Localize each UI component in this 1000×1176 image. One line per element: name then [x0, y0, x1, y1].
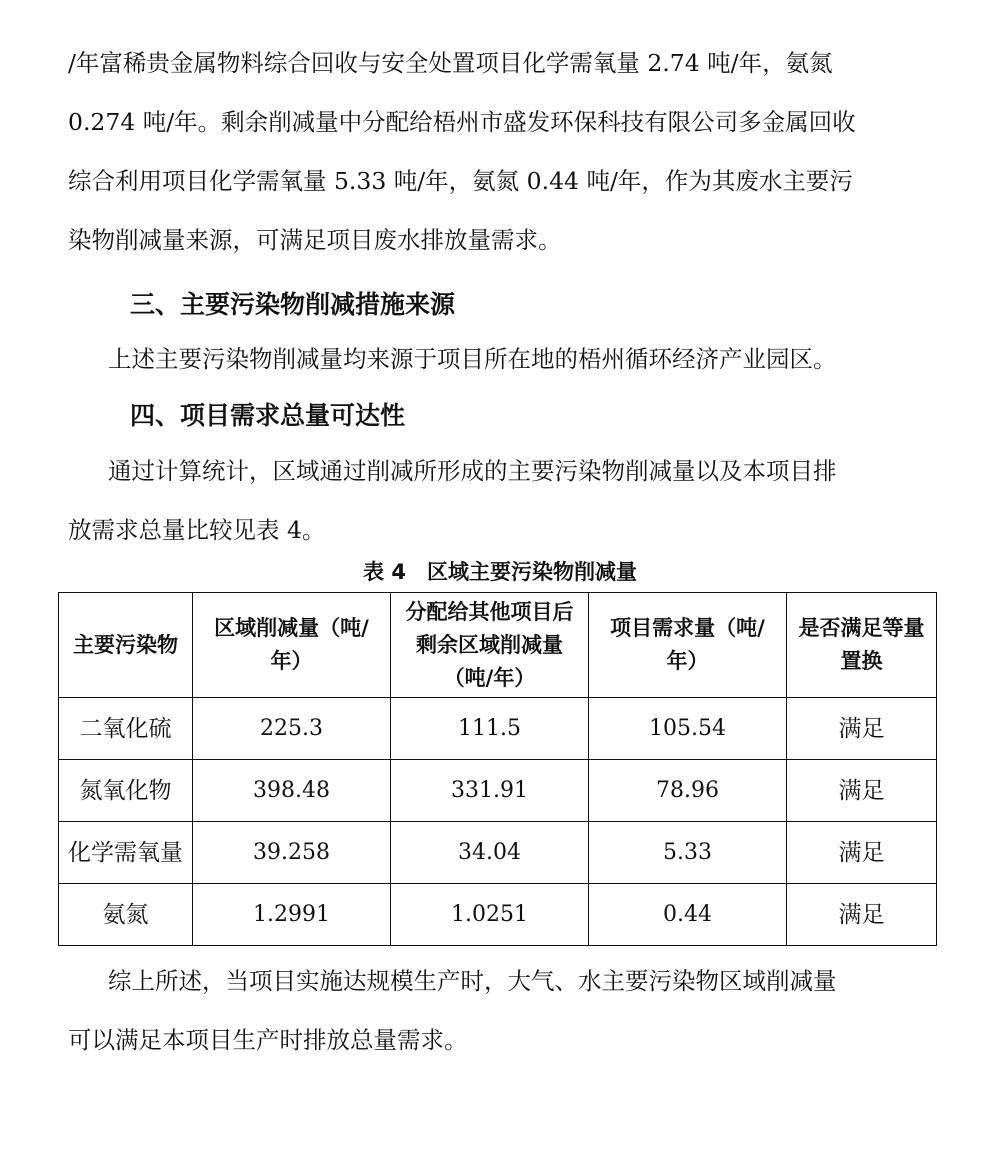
- cell-remaining-reduction: 331.91: [391, 760, 589, 822]
- section3-heading: 三、主要污染物削减措施来源: [130, 290, 456, 319]
- cell-remaining-reduction: 111.5: [391, 698, 589, 760]
- header-pollutant: 主要污染物: [59, 593, 193, 698]
- table-row: [59, 884, 937, 946]
- intro-line: /年富稀贵金属物料综合回收与安全处置项目化学需氧量 2.74 吨/年，氨氮: [68, 49, 833, 77]
- section4-heading: 四、项目需求总量可达性: [130, 401, 406, 430]
- table-row: [59, 822, 937, 884]
- section4-body: [68, 442, 938, 560]
- intro-line: 综合利用项目化学需氧量 5.33 吨/年，氨氮 0.44 吨/年，作为其废水主要污: [68, 167, 853, 195]
- cell-pollutant: 化学需氧量: [59, 822, 193, 884]
- table-header-row: [59, 593, 937, 698]
- section3-body-line: 上述主要污染物削减量均来源于项目所在地的梧州循环经济产业园区。: [108, 345, 837, 373]
- cell-regional-reduction: 398.48: [193, 760, 391, 822]
- table-caption: 表 4 区域主要污染物削减量: [363, 560, 637, 584]
- cell-project-demand: 0.44: [589, 884, 787, 946]
- cell-pollutant: 氮氧化物: [59, 760, 193, 822]
- cell-project-demand: 105.54: [589, 698, 787, 760]
- section3-body: [108, 330, 938, 389]
- intro-line: 0.274 吨/年。剩余削减量中分配给梧州市盛发环保科技有限公司多金属回收: [68, 108, 856, 136]
- conclusion-line: 可以满足本项目生产时排放总量需求。: [68, 1026, 468, 1054]
- header-regional-reduction: 区域削减量（吨/年）: [193, 593, 391, 698]
- table-row: [59, 760, 937, 822]
- section4-body-line: 放需求总量比较见表 4。: [68, 516, 326, 544]
- pollutant-reduction-table: [58, 592, 937, 946]
- cell-regional-reduction: 1.2991: [193, 884, 391, 946]
- cell-remaining-reduction: 1.0251: [391, 884, 589, 946]
- cell-satisfies: 满足: [787, 822, 937, 884]
- cell-regional-reduction: 39.258: [193, 822, 391, 884]
- cell-remaining-reduction: 34.04: [391, 822, 589, 884]
- conclusion-line: 综上所述，当项目实施达规模生产时，大气、水主要污染物区域削减量: [108, 967, 837, 995]
- section4-body-line: 通过计算统计，区域通过削减所形成的主要污染物削减量以及本项目排: [108, 457, 837, 485]
- table-row: [59, 698, 937, 760]
- cell-pollutant: 氨氮: [59, 884, 193, 946]
- cell-satisfies: 满足: [787, 698, 937, 760]
- header-satisfies-replacement: 是否满足等量置换: [787, 593, 937, 698]
- conclusion-paragraph: [68, 952, 938, 1070]
- intro-paragraph: [68, 34, 938, 270]
- cell-project-demand: 5.33: [589, 822, 787, 884]
- header-remaining-reduction: 分配给其他项目后剩余区域削减量（吨/年）: [391, 593, 589, 698]
- header-project-demand: 项目需求量（吨/年）: [589, 593, 787, 698]
- cell-pollutant: 二氧化硫: [59, 698, 193, 760]
- cell-regional-reduction: 225.3: [193, 698, 391, 760]
- intro-line: 染物削减量来源，可满足项目废水排放量需求。: [68, 226, 562, 254]
- cell-satisfies: 满足: [787, 760, 937, 822]
- cell-project-demand: 78.96: [589, 760, 787, 822]
- cell-satisfies: 满足: [787, 884, 937, 946]
